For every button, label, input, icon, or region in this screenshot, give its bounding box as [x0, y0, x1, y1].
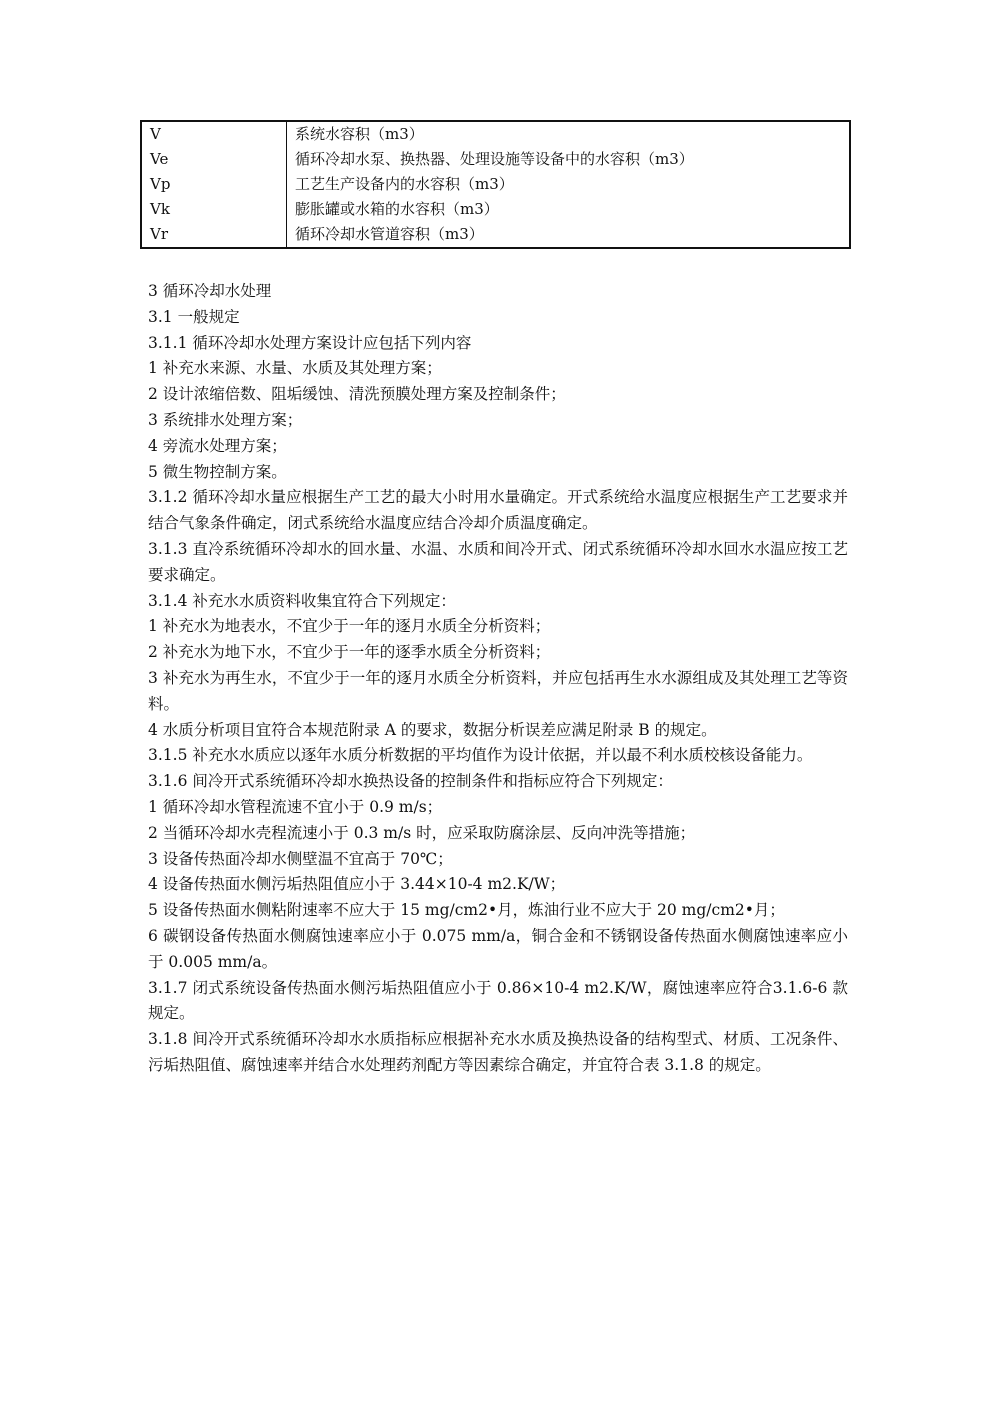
list-item: 1 补充水来源、水量、水质及其处理方案； [148, 359, 442, 378]
table-row [141, 121, 850, 147]
clause: 3.1.7 闭式系统设备传热面水侧污垢热阻值应小于 0.86×10-4 m2.K/W，腐蚀速率应符合3.1.6-6 款规定。 [148, 978, 848, 1023]
clause: 3.1.2 循环冷却水量应根据生产工艺的最大小时用水量确定。开式系统给水温度应根据生产工艺要求并结合气象条件确定，闭式系统给水温度应结合冷却介质温度确定。 [148, 488, 848, 533]
list-item: 2 补充水为地下水，不宜少于一年的逐季水质全分析资料； [148, 643, 551, 662]
clause: 3.1.6 间冷开式系统循环冷却水换热设备的控制条件和指标应符合下列规定： [148, 772, 673, 791]
table-row [141, 197, 850, 222]
list-item: 1 补充水为地表水，不宜少于一年的逐月水质全分析资料； [148, 617, 551, 636]
symbol-cell: Vp [141, 172, 287, 197]
list-item: 4 设备传热面水侧污垢热阻值应小于 3.44×10-4 m2.K/W； [148, 875, 566, 894]
list-item: 5 微生物控制方案。 [148, 462, 287, 481]
symbol-cell: V [141, 121, 287, 147]
list-item: 1 循环冷却水管程流速不宜小于 0.9 m/s； [148, 797, 443, 816]
symbol-cell: Vk [141, 197, 287, 222]
list-item: 2 当循环冷却水壳程流速小于 0.3 m/s 时，应采取防腐涂层、反向冲洗等措施； [148, 823, 696, 842]
clause: 3.1.3 直冷系统循环冷却水的回水量、水温、水质和间冷开式、闭式系统循环冷却水回水水温应按工艺要求确定。 [148, 539, 848, 584]
description-cell: 循环冷却水管道容积（m3） [295, 225, 484, 243]
list-item: 3 设备传热面冷却水侧壁温不宜高于 70℃； [148, 849, 453, 868]
table-row [141, 222, 850, 248]
body-text [148, 279, 848, 1079]
list-item: 3 系统排水处理方案； [148, 410, 303, 429]
clause: 3.1.8 间冷开式系统循环冷却水水质指标应根据补充水水质及换热设备的结构型式、材质、工况条件、污垢热阻值、腐蚀速率并结合水处理药剂配方等因素综合确定，并宜符合表 3.1.8 的规定。 [148, 1030, 848, 1074]
symbol-cell: Ve [141, 147, 287, 172]
description-cell: 循环冷却水泵、换热器、处理设施等设备中的水容积（m3） [295, 150, 694, 168]
list-item: 2 设计浓缩倍数、阻垢缓蚀、清洗预膜处理方案及控制条件； [148, 385, 566, 404]
table-row [141, 172, 850, 197]
description-cell: 工艺生产设备内的水容积（m3） [295, 175, 514, 193]
list-item: 3 补充水为再生水，不宜少于一年的逐月水质全分析资料，并应包括再生水水源组成及其处理工艺等资料。 [148, 668, 848, 713]
clause: 3.1.1 循环冷却水处理方案设计应包括下列内容 [148, 333, 472, 352]
clause: 3.1.4 补充水水质资料收集宜符合下列规定： [148, 591, 456, 610]
clause: 3.1.5 补充水水质应以逐年水质分析数据的平均值作为设计依据，并以最不利水质校核设备能力。 [148, 746, 813, 765]
list-item: 5 设备传热面水侧粘附速率不应大于 15 mg/cm2•月，炼油行业不应大于 20 mg/cm2•月； [148, 901, 785, 920]
symbol-cell: Vr [141, 222, 287, 248]
list-item: 4 旁流水处理方案； [148, 436, 287, 455]
section-heading: 3 循环冷却水处理 [148, 282, 272, 300]
table-row [141, 147, 850, 172]
list-item: 4 水质分析项目宜符合本规范附录 A 的要求，数据分析误差应满足附录 B 的规定。 [148, 720, 717, 739]
subsection-heading: 3.1 一般规定 [148, 307, 240, 326]
list-item: 6 碳钢设备传热面水侧腐蚀速率应小于 0.075 mm/a，铜合金和不锈钢设备传热面水侧腐蚀速率应小于 0.005 mm/a。 [148, 926, 848, 971]
symbol-table [140, 120, 851, 249]
description-cell: 膨胀罐或水箱的水容积（m3） [295, 200, 499, 218]
description-cell: 系统水容积（m3） [295, 125, 424, 143]
